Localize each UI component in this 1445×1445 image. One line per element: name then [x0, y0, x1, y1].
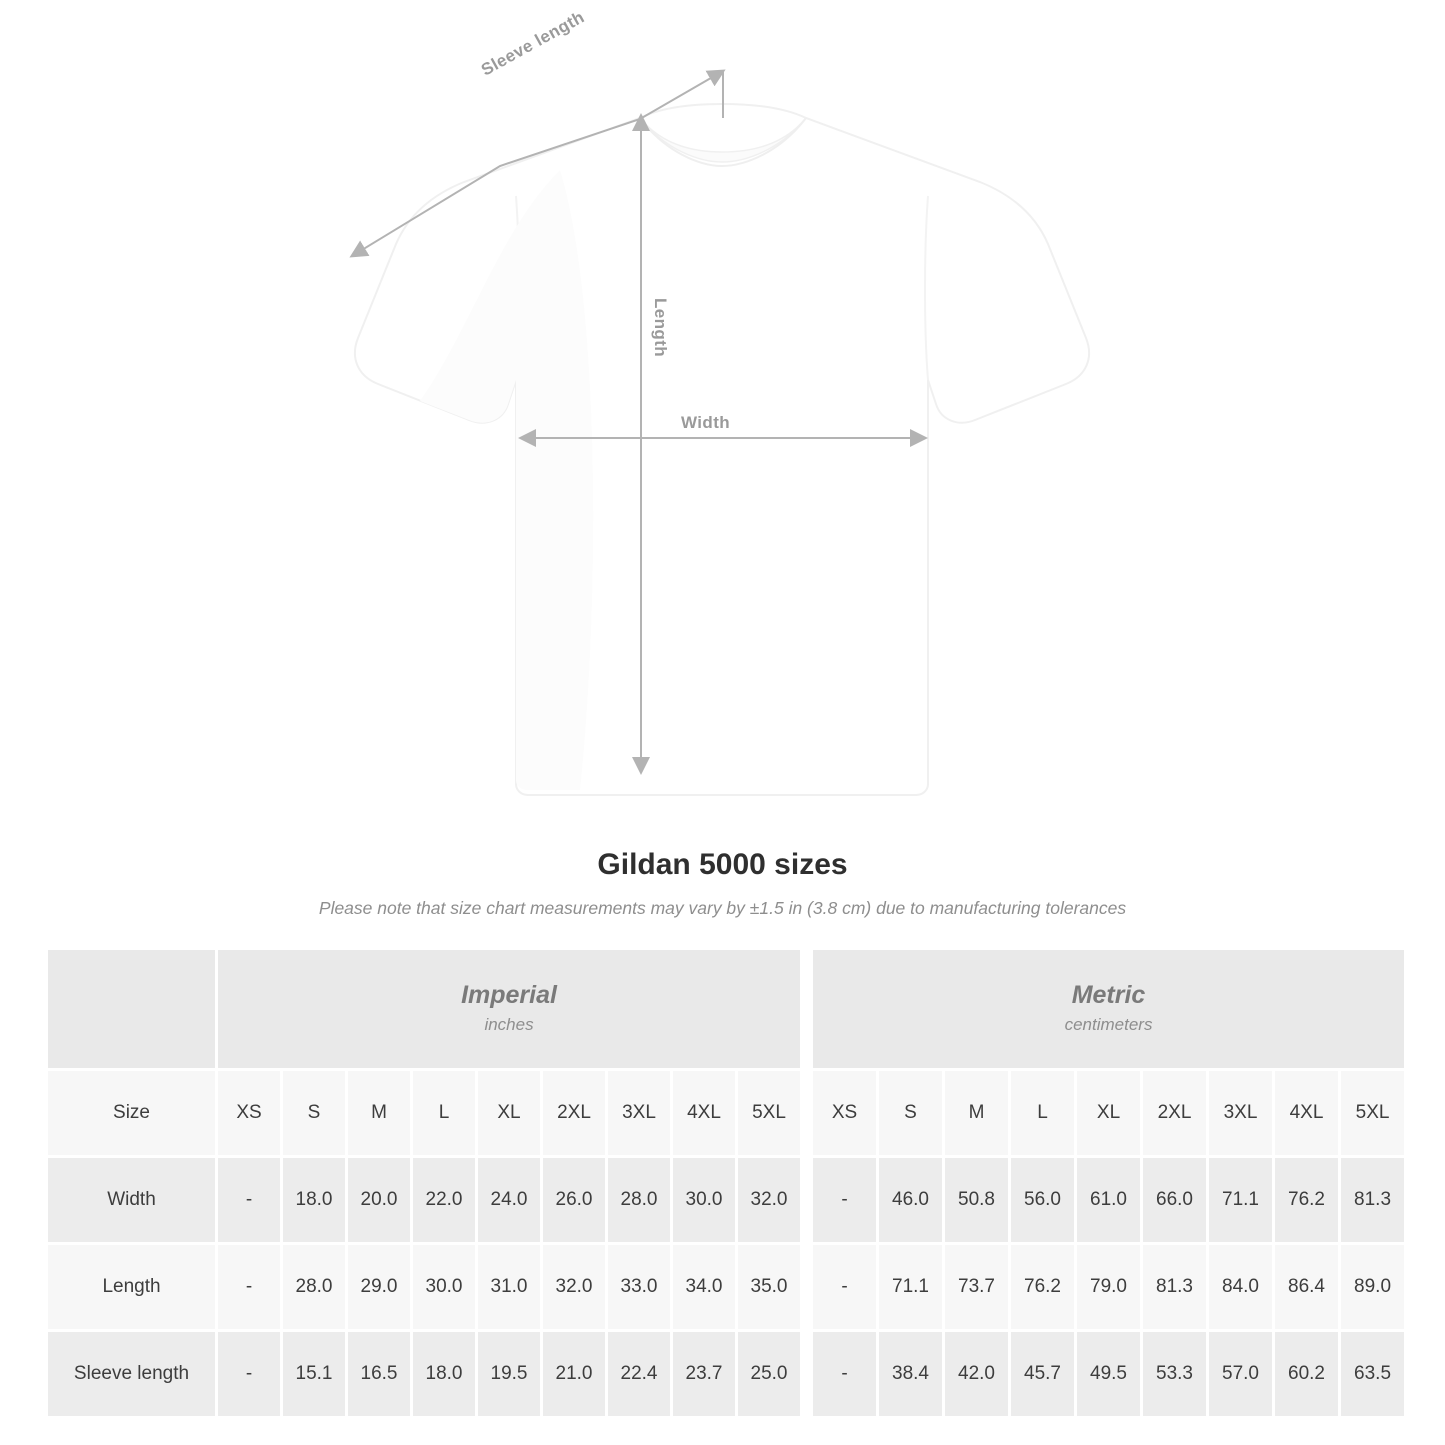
unit-header-imperial [217, 949, 802, 1070]
cell: 28.0 [282, 1244, 347, 1331]
unit-measure-metric: centimeters [1064, 1015, 1153, 1035]
cell: 61.0 [1076, 1157, 1142, 1244]
cell: 86.4 [1274, 1244, 1340, 1331]
unit-header-row [47, 949, 1406, 1070]
cell: 81.3 [1142, 1244, 1208, 1331]
cell: 63.5 [1340, 1331, 1406, 1418]
size-col-header: L [1010, 1070, 1076, 1157]
column-spacer [802, 949, 812, 1070]
cell: - [217, 1331, 282, 1418]
cell: - [812, 1244, 878, 1331]
size-col-header: M [944, 1070, 1010, 1157]
cell: 35.0 [737, 1244, 802, 1331]
row-label-length: Length [47, 1244, 217, 1331]
size-col-header: S [282, 1070, 347, 1157]
cell: 16.5 [347, 1331, 412, 1418]
cell: 22.0 [412, 1157, 477, 1244]
cell: 53.3 [1142, 1331, 1208, 1418]
cell: 56.0 [1010, 1157, 1076, 1244]
cell: 22.4 [607, 1331, 672, 1418]
cell: 30.0 [672, 1157, 737, 1244]
cell: 79.0 [1076, 1244, 1142, 1331]
cell: 73.7 [944, 1244, 1010, 1331]
cell: 76.2 [1274, 1157, 1340, 1244]
cell: 84.0 [1208, 1244, 1274, 1331]
size-col-header: L [412, 1070, 477, 1157]
cell: 76.2 [1010, 1244, 1076, 1331]
table-row [47, 1331, 1406, 1418]
sleeve-length-label: Sleeve length [478, 7, 588, 80]
size-col-header: 3XL [1208, 1070, 1274, 1157]
row-label-sleeve-length: Sleeve length [47, 1331, 217, 1418]
unit-header-corner [47, 949, 217, 1070]
size-col-header: 2XL [542, 1070, 607, 1157]
cell: - [217, 1244, 282, 1331]
cell: 29.0 [347, 1244, 412, 1331]
size-col-header: XL [1076, 1070, 1142, 1157]
unit-system-metric: Metric [1071, 980, 1146, 1009]
cell: 31.0 [477, 1244, 542, 1331]
cell: 18.0 [282, 1157, 347, 1244]
cell: 33.0 [607, 1244, 672, 1331]
size-col-header: 3XL [607, 1070, 672, 1157]
cell: 57.0 [1208, 1331, 1274, 1418]
size-col-header: XS [812, 1070, 878, 1157]
cell: 46.0 [878, 1157, 944, 1244]
size-col-header: 5XL [737, 1070, 802, 1157]
cell: - [217, 1157, 282, 1244]
title-block [0, 848, 1445, 919]
cell: 21.0 [542, 1331, 607, 1418]
size-col-header: M [347, 1070, 412, 1157]
cell: 25.0 [737, 1331, 802, 1418]
length-label: Length [651, 298, 670, 358]
cell: 60.2 [1274, 1331, 1340, 1418]
cell: 81.3 [1340, 1157, 1406, 1244]
cell: 89.0 [1340, 1244, 1406, 1331]
cell: 50.8 [944, 1157, 1010, 1244]
cell: - [812, 1157, 878, 1244]
table-row [47, 1157, 1406, 1244]
size-col-header: 2XL [1142, 1070, 1208, 1157]
tolerance-note: Please note that size chart measurements may vary by ±1.5 in (3.8 cm) due to manufacturing tolerances [318, 898, 1127, 918]
cell: 49.5 [1076, 1331, 1142, 1418]
size-col-header: XL [477, 1070, 542, 1157]
column-spacer [802, 1157, 812, 1244]
size-col-header: 5XL [1340, 1070, 1406, 1157]
cell: 15.1 [282, 1331, 347, 1418]
cell: 32.0 [737, 1157, 802, 1244]
size-header-row [47, 1070, 1406, 1157]
size-col-header: XS [217, 1070, 282, 1157]
page-title: Gildan 5000 sizes [597, 848, 848, 881]
cell: 19.5 [477, 1331, 542, 1418]
unit-measure-imperial: inches [484, 1015, 534, 1035]
cell: 30.0 [412, 1244, 477, 1331]
column-spacer [802, 1331, 812, 1418]
size-col-header: 4XL [672, 1070, 737, 1157]
cell: 28.0 [607, 1157, 672, 1244]
size-table [45, 947, 1407, 1419]
cell: 34.0 [672, 1244, 737, 1331]
size-header-label: Size [47, 1070, 217, 1157]
cell: 26.0 [542, 1157, 607, 1244]
size-col-header: 4XL [1274, 1070, 1340, 1157]
unit-system-imperial: Imperial [461, 980, 557, 1009]
column-spacer [802, 1070, 812, 1157]
cell: 24.0 [477, 1157, 542, 1244]
size-col-header: S [878, 1070, 944, 1157]
cell: 32.0 [542, 1244, 607, 1331]
cell: 18.0 [412, 1331, 477, 1418]
table-row [47, 1244, 1406, 1331]
cell: 71.1 [1208, 1157, 1274, 1244]
width-label: Width [681, 413, 731, 432]
cell: 71.1 [878, 1244, 944, 1331]
column-spacer [802, 1244, 812, 1331]
cell: 66.0 [1142, 1157, 1208, 1244]
cell: 23.7 [672, 1331, 737, 1418]
cell: 42.0 [944, 1331, 1010, 1418]
cell: 20.0 [347, 1157, 412, 1244]
cell: - [812, 1331, 878, 1418]
size-table-wrap [0, 947, 1445, 1419]
unit-header-metric [812, 949, 1406, 1070]
row-label-width: Width [47, 1157, 217, 1244]
cell: 38.4 [878, 1331, 944, 1418]
cell: 45.7 [1010, 1331, 1076, 1418]
